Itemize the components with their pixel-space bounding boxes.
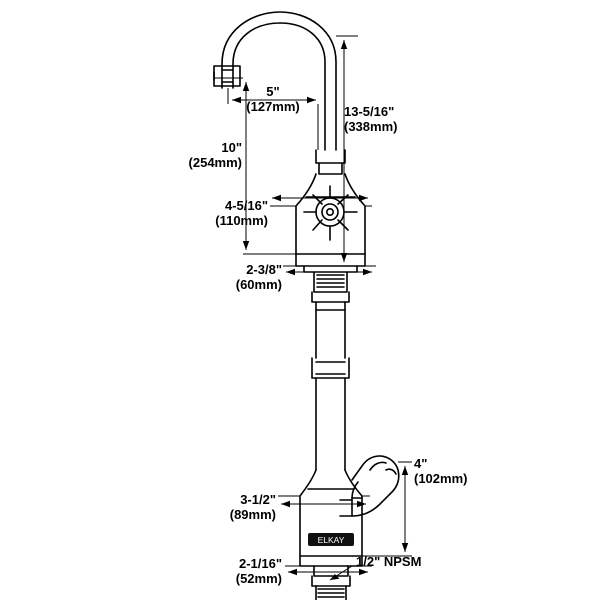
dimension-metric: (127mm) (246, 99, 300, 114)
dimension-metric: (89mm) (229, 507, 276, 522)
dimension-imperial: 5" (266, 84, 280, 99)
dimension-label-lower-body-width (188, 492, 276, 522)
dimension-metric: (102mm) (414, 471, 468, 486)
dimension-label-spout-height (150, 140, 242, 170)
dimension-metric: (338mm) (344, 119, 398, 134)
callout-text: 1/2" NPSM (356, 554, 422, 569)
dimension-imperial: 3-1/2" (240, 492, 276, 507)
dimension-imperial: 4" (414, 456, 428, 471)
dimension-imperial: 2-1/16" (238, 556, 282, 571)
dimension-metric: (52mm) (235, 571, 282, 586)
dimension-label-shank-width (190, 556, 282, 586)
dimension-metric: (110mm) (215, 213, 268, 228)
dimension-label-overall-height (344, 104, 440, 134)
dimension-metric: (254mm) (188, 155, 242, 170)
dimension-label-handle-height (414, 456, 498, 486)
dimension-imperial: 10" (221, 140, 242, 155)
dimension-label-body-width (178, 198, 268, 228)
dimension-imperial: 13-5/16" (344, 104, 395, 119)
dimension-label-spout-reach (238, 84, 308, 114)
dimension-metric: (60mm) (235, 277, 282, 292)
callout-label-thread-spec (356, 554, 466, 569)
dimension-imperial: 4-5/16" (224, 198, 268, 213)
dimension-imperial: 2-3/8" (246, 262, 282, 277)
dimension-label-base-width (190, 262, 282, 292)
svg-text:ELKAY: ELKAY (317, 535, 345, 545)
